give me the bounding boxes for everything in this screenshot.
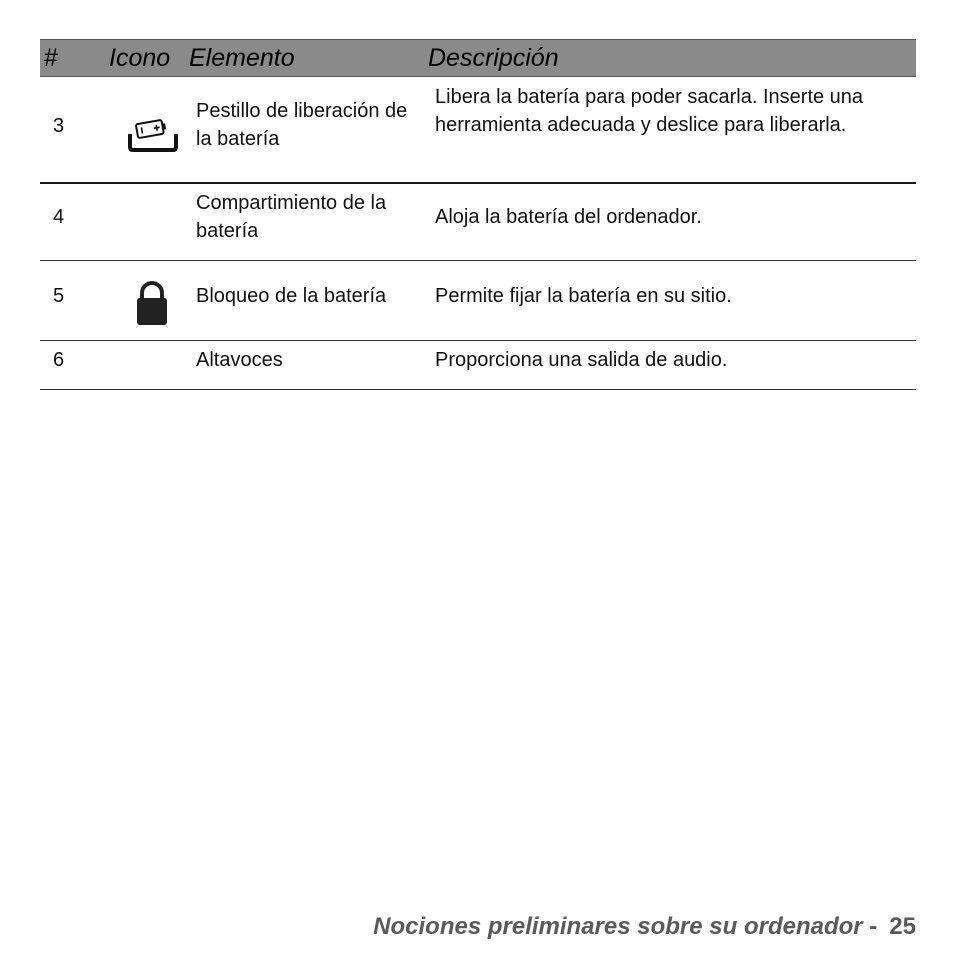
header-element: Elemento	[189, 44, 295, 72]
table-row	[40, 261, 916, 341]
row-element: Compartimiento de la batería	[196, 192, 387, 242]
table-row	[40, 341, 916, 390]
row-element: Altavoces	[196, 349, 283, 371]
row-description: Permite fijar la batería en su sitio.	[435, 285, 732, 307]
row-description: Aloja la batería del ordenador.	[435, 206, 702, 228]
header-description: Descripción	[428, 44, 559, 72]
page-number: 25	[889, 913, 916, 940]
battery-release-latch-icon	[128, 116, 178, 152]
header-number: #	[44, 44, 58, 72]
row-description: Proporciona una salida de audio.	[435, 349, 728, 371]
row-number: 3	[53, 115, 65, 137]
row-element: Bloqueo de la batería	[196, 285, 387, 307]
table-header	[40, 39, 916, 77]
table-row	[40, 77, 916, 184]
row-description: Libera la batería para poder sacarla. Inserte una herramienta adecuada y deslice para liberarla.	[435, 86, 864, 136]
padlock-icon	[135, 281, 169, 327]
header-icon: Icono	[109, 44, 171, 72]
footer-section-title: Nociones preliminares sobre su ordenador -	[373, 913, 878, 940]
row-number: 4	[53, 206, 65, 228]
row-number: 5	[53, 285, 65, 307]
table-row	[40, 184, 916, 261]
page-footer	[373, 913, 916, 941]
row-number: 6	[53, 349, 65, 371]
row-element: Pestillo de liberación de la batería	[196, 100, 408, 150]
